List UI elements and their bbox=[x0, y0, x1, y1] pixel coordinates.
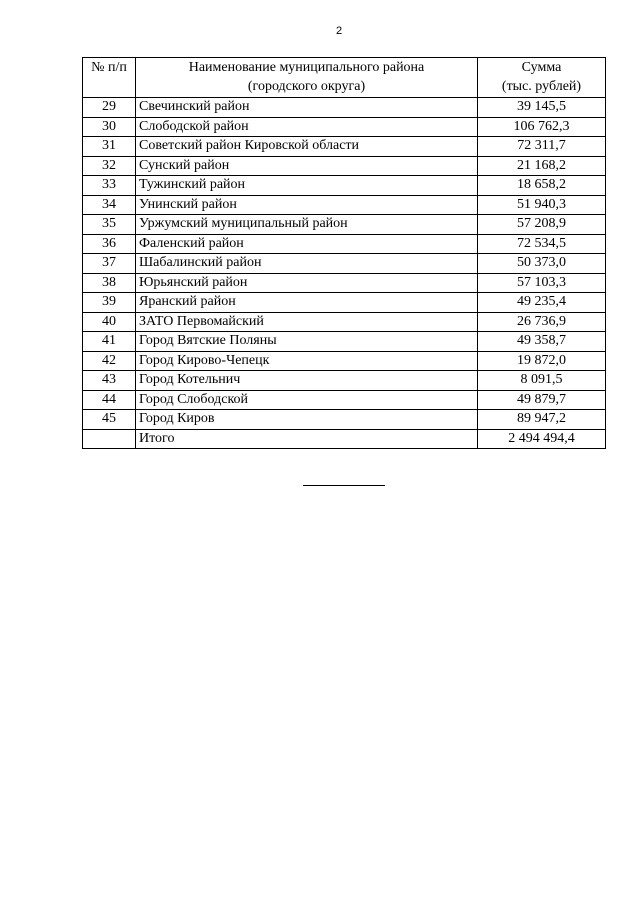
row-district-name: ЗАТО Первомайский bbox=[136, 312, 478, 332]
total-num bbox=[83, 429, 136, 449]
header-name-line1: Наименование муниципального района bbox=[188, 60, 425, 75]
row-sum: 49 879,7 bbox=[478, 390, 606, 410]
header-sum-line2: (тыс. рублей) bbox=[501, 78, 582, 94]
table-row bbox=[83, 137, 606, 157]
total-row bbox=[83, 429, 606, 449]
row-district-name: Советский район Кировской области bbox=[136, 137, 478, 157]
table-row bbox=[83, 273, 606, 293]
header-sum-line1: Сумма bbox=[521, 60, 562, 75]
row-number: 45 bbox=[83, 410, 136, 430]
table-row bbox=[83, 215, 606, 235]
row-sum: 26 736,9 bbox=[478, 312, 606, 332]
row-number: 38 bbox=[83, 273, 136, 293]
row-sum: 57 208,9 bbox=[478, 215, 606, 235]
row-sum: 18 658,2 bbox=[478, 176, 606, 196]
row-district-name: Тужинский район bbox=[136, 176, 478, 196]
row-number: 32 bbox=[83, 156, 136, 176]
row-number: 29 bbox=[83, 98, 136, 118]
row-district-name: Город Слободской bbox=[136, 390, 478, 410]
row-sum: 89 947,2 bbox=[478, 410, 606, 430]
table-row bbox=[83, 351, 606, 371]
row-district-name: Шабалинский район bbox=[136, 254, 478, 274]
row-sum: 49 235,4 bbox=[478, 293, 606, 313]
table-row bbox=[83, 234, 606, 254]
table-row bbox=[83, 176, 606, 196]
table-row bbox=[83, 371, 606, 391]
row-district-name: Унинский район bbox=[136, 195, 478, 215]
allocation-table bbox=[82, 57, 606, 449]
row-sum: 49 358,7 bbox=[478, 332, 606, 352]
row-sum: 57 103,3 bbox=[478, 273, 606, 293]
table-row bbox=[83, 156, 606, 176]
row-number: 42 bbox=[83, 351, 136, 371]
table-row bbox=[83, 254, 606, 274]
row-district-name: Уржумский муниципальный район bbox=[136, 215, 478, 235]
row-sum: 21 168,2 bbox=[478, 156, 606, 176]
row-number: 43 bbox=[83, 371, 136, 391]
page-number: 2 bbox=[336, 25, 343, 37]
table-row bbox=[83, 293, 606, 313]
header-name bbox=[136, 58, 478, 98]
total-sum: 2 494 494,4 bbox=[478, 429, 606, 449]
row-district-name: Город Кирово-Чепецк bbox=[136, 351, 478, 371]
row-sum: 72 311,7 bbox=[478, 137, 606, 157]
table-row bbox=[83, 98, 606, 118]
row-sum: 51 940,3 bbox=[478, 195, 606, 215]
row-district-name: Слободской район bbox=[136, 117, 478, 137]
row-district-name: Свечинский район bbox=[136, 98, 478, 118]
table-row bbox=[83, 117, 606, 137]
row-sum: 8 091,5 bbox=[478, 371, 606, 391]
row-district-name: Город Вятские Поляны bbox=[136, 332, 478, 352]
row-number: 44 bbox=[83, 390, 136, 410]
row-number: 36 bbox=[83, 234, 136, 254]
row-number: 37 bbox=[83, 254, 136, 274]
row-sum: 19 872,0 bbox=[478, 351, 606, 371]
row-number: 31 bbox=[83, 137, 136, 157]
row-district-name: Город Котельнич bbox=[136, 371, 478, 391]
row-number: 34 bbox=[83, 195, 136, 215]
row-district-name: Город Киров bbox=[136, 410, 478, 430]
table-row bbox=[83, 332, 606, 352]
row-number: 39 bbox=[83, 293, 136, 313]
row-number: 40 bbox=[83, 312, 136, 332]
row-district-name: Яранский район bbox=[136, 293, 478, 313]
table-row bbox=[83, 195, 606, 215]
row-sum: 39 145,5 bbox=[478, 98, 606, 118]
header-name-line2: (городского округа) bbox=[247, 78, 366, 94]
row-number: 41 bbox=[83, 332, 136, 352]
allocation-table-container bbox=[82, 57, 605, 449]
table-header-row bbox=[83, 58, 606, 98]
header-sum bbox=[478, 58, 606, 98]
row-number: 30 bbox=[83, 117, 136, 137]
header-number bbox=[83, 58, 136, 98]
table-row bbox=[83, 410, 606, 430]
table-body bbox=[83, 98, 606, 430]
row-sum: 106 762,3 bbox=[478, 117, 606, 137]
row-number: 35 bbox=[83, 215, 136, 235]
row-district-name: Фаленский район bbox=[136, 234, 478, 254]
row-sum: 50 373,0 bbox=[478, 254, 606, 274]
row-number: 33 bbox=[83, 176, 136, 196]
total-label: Итого bbox=[136, 429, 478, 449]
table-row bbox=[83, 390, 606, 410]
table-row bbox=[83, 312, 606, 332]
end-divider-line bbox=[303, 485, 385, 486]
header-number-label: № п/п bbox=[91, 60, 127, 75]
row-district-name: Сунский район bbox=[136, 156, 478, 176]
row-sum: 72 534,5 bbox=[478, 234, 606, 254]
row-district-name: Юрьянский район bbox=[136, 273, 478, 293]
